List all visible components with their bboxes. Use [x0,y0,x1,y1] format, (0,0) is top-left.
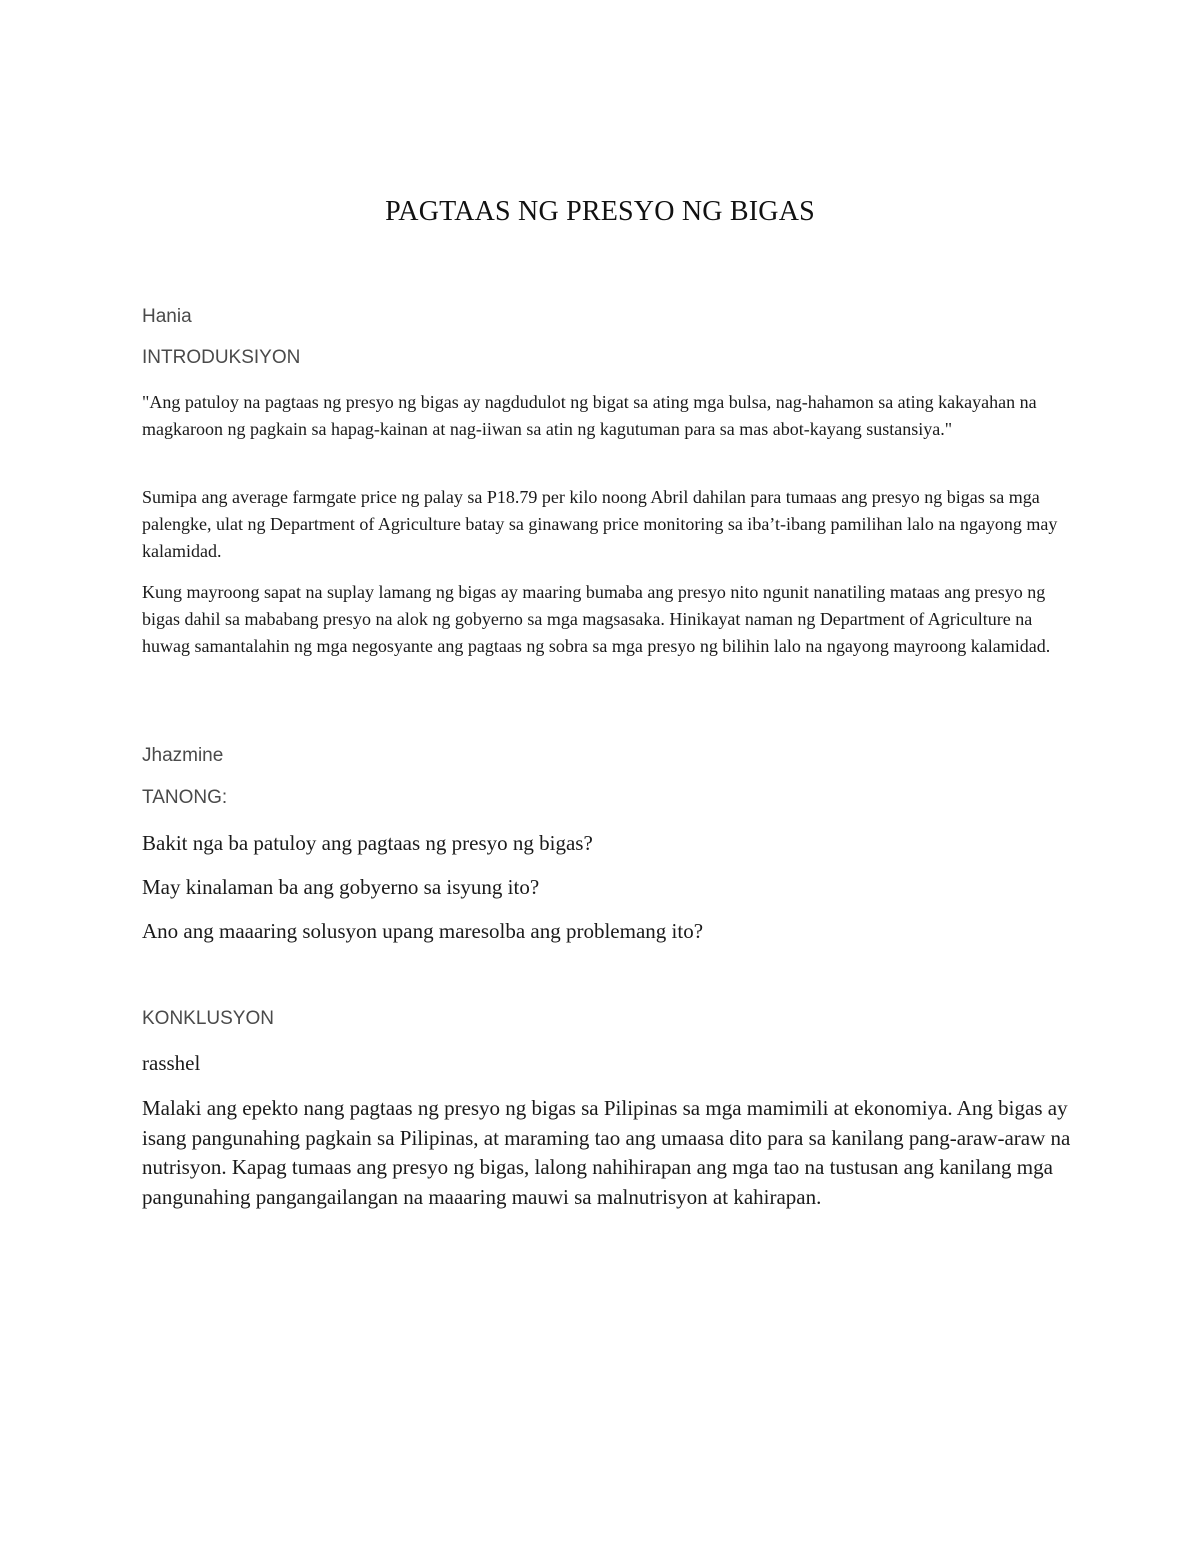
introduction-paragraph-2: Kung mayroong sapat na suplay lamang ng bigas ay maaring bumaba ang presyo nito ngunit nanatiling mataas ang presyo ng bigas dahil sa mababang presyo na alok ng gobyerno sa mga magsasaka. Hinikayat naman ng Department of Agriculture na huwag samantalahin ng mga negosyante ang pagtaas ng sobra sa mga presyo ng bilihin lalo na ngayong mayroong kalamidad. [142,582,1051,656]
introduction-heading: INTRODUKSIYON [142,347,301,368]
document-title: PAGTAAS NG PRESYO NG BIGAS [385,196,815,227]
questions-heading: TANONG: [142,787,228,808]
introduction-paragraph-1: Sumipa ang average farmgate price ng palay sa P18.79 per kilo noong Abril dahilan para tumaas ang presyo ng bigas sa mga palengke, ulat ng Department of Agriculture batay sa ginawang price monitoring sa iba’t-ibang pamilihan lalo na ngayong may kalamidad. [142,487,1058,561]
conclusion-paragraph: Malaki ang epekto nang pagtaas ng presyo ng bigas sa Pilipinas sa mga mamimili at ekonomiya. Ang bigas ay isang pangunahing pagkain sa Pilipinas, at maraming tao ang umaasa dito para sa kanilang pang-araw-araw na nutrisyon. Kapag tumaas ang presyo ng bigas, lalong nahihirapan ang mga tao na tustusan ang kanilang mga pangunahing pangangailangan na maaaring mauwi sa malnutrisyon at kahirapan. [142,1096,1071,1209]
conclusion-author: rasshel [142,1051,201,1075]
introduction-author: Hania [142,306,192,327]
introduction-quote: "Ang patuloy na pagtaas ng presyo ng bigas ay nagdudulot ng bigat sa ating mga bulsa, nag-hahamon sa ating kakayahan na magkaroon ng pagkain sa hapag-kainan at nag-iiwan sa atin ng kagutuman para sa mas abot-kayang sustansiya." [142,392,1037,439]
question-item-1: Bakit nga ba patuloy ang pagtaas ng presyo ng bigas? [142,831,593,855]
conclusion-heading: KONKLUSYON [142,1008,274,1029]
question-item-3: Ano ang maaaring solusyon upang maresolba ang problemang ito? [142,919,704,943]
questions-author: Jhazmine [142,745,224,766]
question-item-2: May kinalaman ba ang gobyerno sa isyung ito? [142,875,540,899]
